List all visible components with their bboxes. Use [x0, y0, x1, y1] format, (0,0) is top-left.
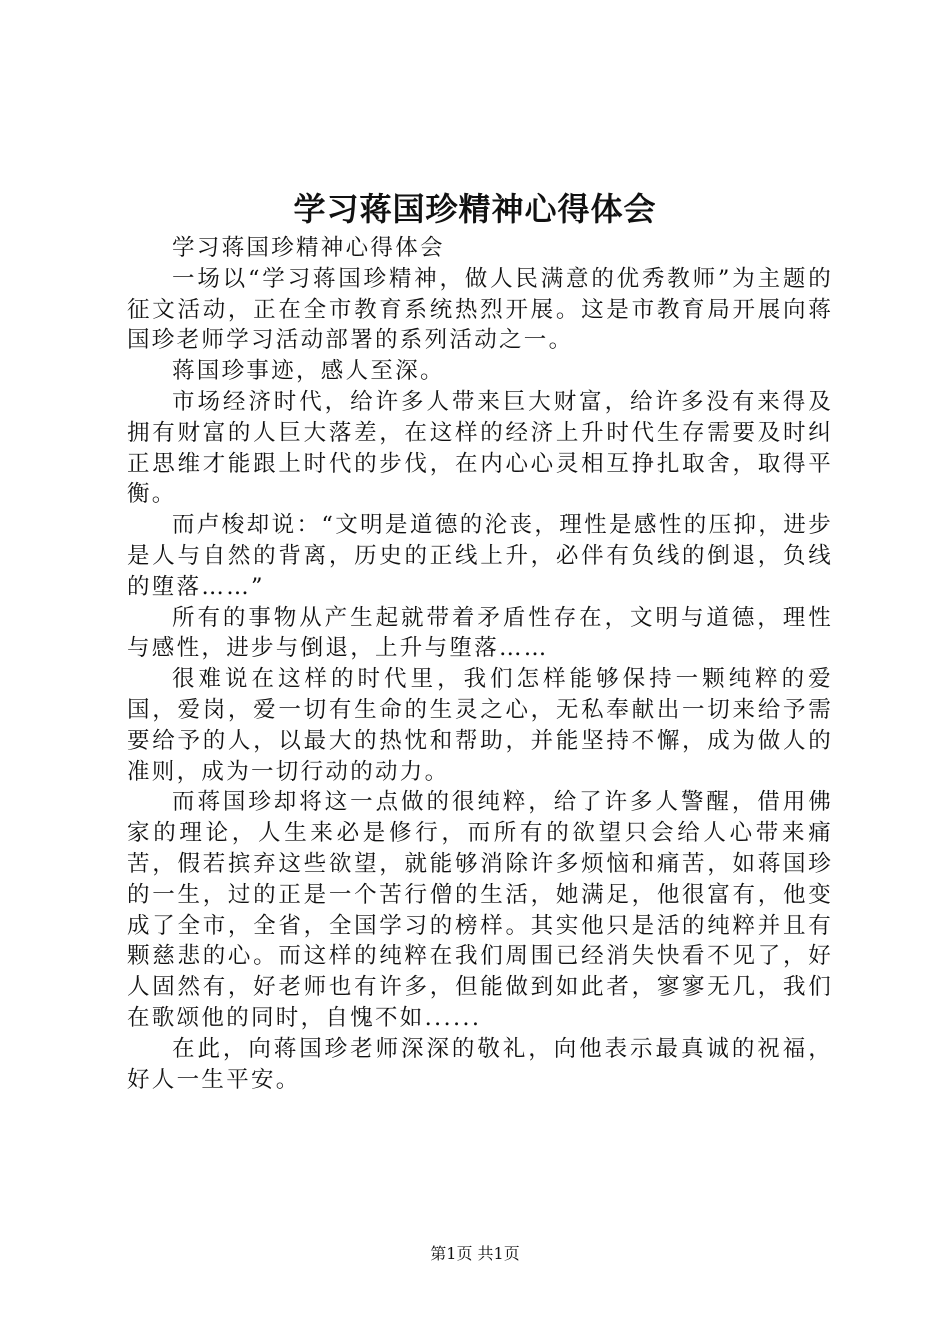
- paragraph: 所有的事物从产生起就带着矛盾性存在，文明与道德，理性与感性，进步与倒退，上升与堕落……: [127, 604, 833, 662]
- document-body: [127, 233, 833, 1095]
- paragraph: 一场以“学习蒋国珍精神，做人民满意的优秀教师”为主题的征文活动，正在全市教育系统热烈开展。这是市教育局开展向蒋国珍老师学习活动部署的系列活动之一。: [127, 265, 833, 354]
- paragraph: 很难说在这样的时代里，我们怎样能够保持一颗纯粹的爱国，爱岗，爱一切有生命的生灵之心，无私奉献出一切来给予需要给予的人，以最大的热忱和帮助，并能坚持不懈，成为做人的准则，成为一切行动的动力。: [127, 666, 833, 785]
- paragraph: 而蒋国珍却将这一点做的很纯粹，给了许多人警醒，借用佛家的理论，人生来必是修行，而所有的欲望只会给人心带来痛苦，假若摈弃这些欲望，就能够消除许多烦恼和痛苦，如蒋国珍的一生，过的正是一个苦行僧的生活，她满足，他很富有，他变成了全市，全省，全国学习的榜样。其实他只是活的纯粹并且有颗慈悲的心。而这样的纯粹在我们周围已经消失快看不见了，好人固然有，好老师也有许多，但能做到如此者，寥寥无几，我们在歌颂他的同时，自愧不如......: [127, 789, 833, 1031]
- page-number-footer: 第1页 共1页: [430, 1244, 520, 1263]
- paragraph: 而卢梭却说：“文明是道德的沦丧，理性是感性的压抑，进步是人与自然的背离，历史的正线上升，必伴有负线的倒退，负线的堕落……”: [127, 512, 833, 600]
- paragraph: 学习蒋国珍精神心得体会: [172, 235, 445, 261]
- document-title: 学习蒋国珍精神心得体会: [293, 190, 657, 228]
- paragraph: 市场经济时代，给许多人带来巨大财富，给许多没有来得及拥有财富的人巨大落差，在这样的经济上升时代生存需要及时纠正思维才能跟上时代的步伐，在内心心灵相互挣扎取舍，取得平衡。: [127, 388, 833, 508]
- paragraph: 在此，向蒋国珍老师深深的敬礼，向他表示最真诚的祝福，好人一生平安。: [127, 1035, 833, 1093]
- paragraph: 蒋国珍事迹，感人至深。: [172, 358, 445, 385]
